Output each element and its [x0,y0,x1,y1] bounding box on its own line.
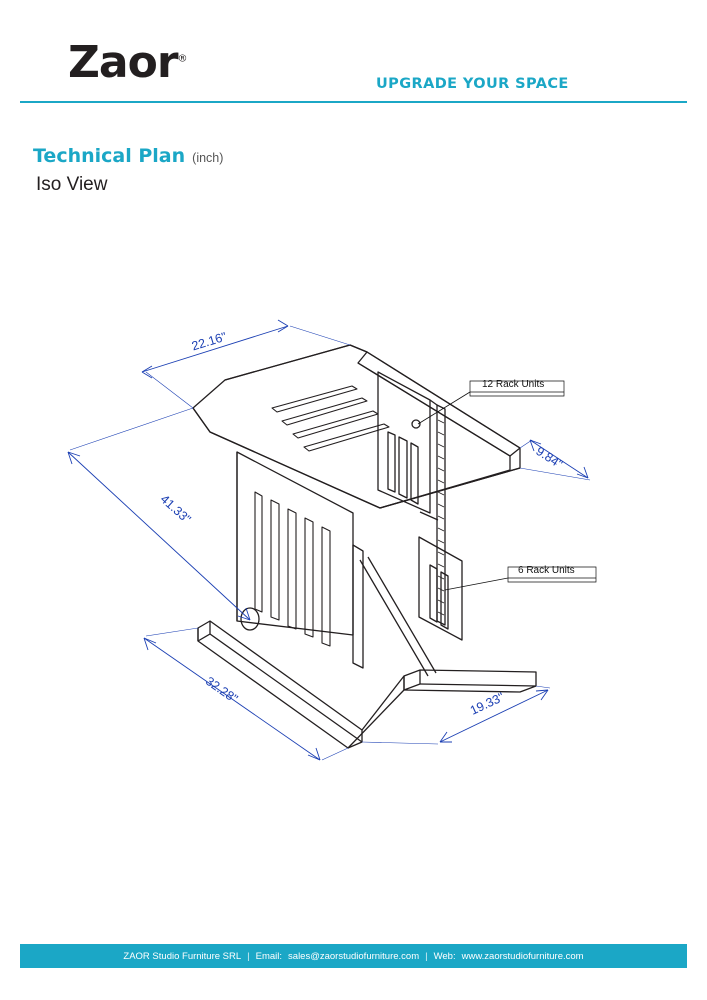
view-name: Iso View [36,174,108,195]
title-main: Technical Plan [33,145,186,167]
footer-separator-1: | [247,950,250,962]
page-footer [0,944,707,1000]
dimension-label-right-width: 9.84" [533,444,566,472]
logo-text: Zaor [68,37,178,88]
footer-company: ZAOR Studio Furniture SRL [123,950,242,962]
dimension-label-base-length: 32.28" [202,674,241,706]
callout-label-upper-rack: 12 Rack Units [482,379,545,390]
footer-email[interactable]: sales@zaorstudiofurniture.com [288,950,420,962]
footer-separator-2: | [425,950,428,962]
callout-label-lower-rack: 6 Rack Units [518,565,575,576]
footer-web[interactable]: www.zaorstudiofurniture.com [461,950,584,962]
dimension-label-top-depth: 22.16" [190,329,229,354]
dimension-label-overall-length: 41.33" [157,492,194,527]
footer-web-label: Web: [433,950,456,962]
dimension-label-base-width: 19.33" [468,689,507,718]
title-unit: (inch) [192,151,224,165]
footer-contact-bar [20,944,687,968]
desk-outline [193,345,536,748]
tagline: UPGRADE YOUR SPACE [376,76,569,92]
footer-email-label: Email: [255,950,283,962]
registered-trademark-icon: ® [177,53,187,65]
